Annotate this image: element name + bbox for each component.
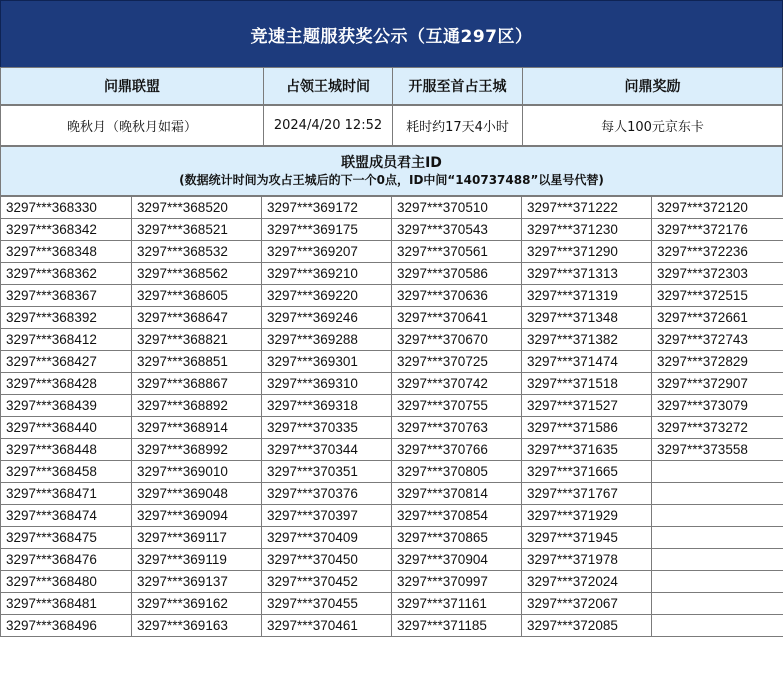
table-row [1,395,783,417]
member-id-cell: 3297***370670 [392,329,522,351]
member-id-cell: 3297***372120 [652,197,783,219]
member-id-cell: 3297***372515 [652,285,783,307]
member-id-cell: 3297***368474 [1,505,132,527]
member-id-cell: 3297***368851 [132,351,262,373]
member-id-cell: 3297***368439 [1,395,132,417]
member-id-cell [652,483,783,505]
member-id-cell: 3297***369175 [262,219,392,241]
members-note: (数据统计时间为攻占王城后的下一个0点，ID中间“140737488”以星号代替) [179,173,604,187]
member-id-cell: 3297***370397 [262,505,392,527]
table-row [1,329,783,351]
members-heading [0,146,783,196]
member-id-cell: 3297***369094 [132,505,262,527]
member-id-cell: 3297***370461 [262,615,392,637]
member-id-cell: 3297***369048 [132,483,262,505]
member-id-cell: 3297***370409 [262,527,392,549]
member-id-cell: 3297***370376 [262,483,392,505]
member-id-cell: 3297***371518 [522,373,652,395]
alliance-value: 晚秋月（晚秋月如霜） [0,105,264,146]
member-id-cell: 3297***373272 [652,417,783,439]
member-id-cell: 3297***372743 [652,329,783,351]
member-id-cell: 3297***368521 [132,219,262,241]
header-reward: 问鼎奖励 [522,67,783,105]
member-id-cell: 3297***370543 [392,219,522,241]
members-title: 联盟成员君主ID [341,155,442,171]
member-id-cell [652,615,783,637]
member-id-cell: 3297***368412 [1,329,132,351]
member-id-cell [652,549,783,571]
member-id-cell: 3297***370997 [392,571,522,593]
member-id-cell: 3297***370865 [392,527,522,549]
member-id-cell: 3297***369119 [132,549,262,571]
member-id-cell: 3297***368481 [1,593,132,615]
member-id-cell: 3297***368605 [132,285,262,307]
member-id-cell: 3297***368367 [1,285,132,307]
member-id-cell: 3297***369010 [132,461,262,483]
member-id-cell: 3297***369172 [262,197,392,219]
member-id-cell: 3297***368362 [1,263,132,285]
table-row [1,285,783,307]
member-id-cell: 3297***373079 [652,395,783,417]
member-id-cell: 3297***372176 [652,219,783,241]
member-id-cell: 3297***370636 [392,285,522,307]
member-id-cell: 3297***369288 [262,329,392,351]
member-id-cell: 3297***369137 [132,571,262,593]
member-id-cell: 3297***368480 [1,571,132,593]
member-id-cell: 3297***370742 [392,373,522,395]
member-id-cell: 3297***372303 [652,263,783,285]
page-title: 竞速主题服获奖公示（互通297区） [0,0,783,68]
member-id-cell: 3297***368475 [1,527,132,549]
member-id-cell: 3297***369310 [262,373,392,395]
member-id-cell: 3297***370805 [392,461,522,483]
member-id-cell: 3297***372661 [652,307,783,329]
member-id-cell: 3297***368992 [132,439,262,461]
member-id-cell: 3297***368471 [1,483,132,505]
member-id-cell: 3297***368532 [132,241,262,263]
member-id-cell: 3297***368647 [132,307,262,329]
member-id-cell: 3297***368914 [132,417,262,439]
member-id-cell: 3297***369163 [132,615,262,637]
member-id-cell: 3297***368342 [1,219,132,241]
member-id-cell [652,505,783,527]
table-row [1,263,783,285]
member-id-cell: 3297***371665 [522,461,652,483]
member-id-cell: 3297***369220 [262,285,392,307]
since-open-value: 耗时约17天4小时 [392,105,523,146]
member-id-cell: 3297***370351 [262,461,392,483]
member-id-cell: 3297***371290 [522,241,652,263]
member-id-cell: 3297***370450 [262,549,392,571]
member-id-cell: 3297***372236 [652,241,783,263]
capture-time-value: 2024/4/20 12:52 [263,105,393,146]
member-id-cell: 3297***371929 [522,505,652,527]
member-id-cell: 3297***371230 [522,219,652,241]
table-row [1,593,783,615]
member-id-cell: 3297***368458 [1,461,132,483]
member-id-cell: 3297***371348 [522,307,652,329]
member-id-cell: 3297***368562 [132,263,262,285]
member-id-cell: 3297***370586 [392,263,522,285]
member-id-cell: 3297***368428 [1,373,132,395]
table-row [1,615,783,637]
member-id-cell: 3297***370814 [392,483,522,505]
member-id-cell: 3297***368427 [1,351,132,373]
member-id-cell: 3297***369210 [262,263,392,285]
member-id-table-body [1,197,783,637]
member-id-cell: 3297***370854 [392,505,522,527]
member-id-cell [652,527,783,549]
member-id-cell: 3297***369318 [262,395,392,417]
member-id-cell: 3297***368440 [1,417,132,439]
member-id-cell: 3297***370455 [262,593,392,615]
member-id-cell: 3297***369162 [132,593,262,615]
table-row [1,527,783,549]
member-id-cell: 3297***368448 [1,439,132,461]
member-id-cell: 3297***369207 [262,241,392,263]
table-row [1,197,783,219]
table-row [1,571,783,593]
member-id-cell [652,571,783,593]
header-capture-time: 占领王城时间 [263,67,393,105]
member-id-cell: 3297***370904 [392,549,522,571]
member-id-cell: 3297***371222 [522,197,652,219]
member-id-cell: 3297***370725 [392,351,522,373]
member-id-cell: 3297***371945 [522,527,652,549]
member-id-cell: 3297***368520 [132,197,262,219]
member-id-cell: 3297***369117 [132,527,262,549]
table-row [1,219,783,241]
member-id-cell: 3297***368392 [1,307,132,329]
member-id-cell: 3297***370641 [392,307,522,329]
member-id-cell: 3297***368330 [1,197,132,219]
table-row [1,505,783,527]
table-row [1,417,783,439]
member-id-cell: 3297***370766 [392,439,522,461]
member-id-cell: 3297***370510 [392,197,522,219]
member-id-cell: 3297***371319 [522,285,652,307]
member-id-cell: 3297***370755 [392,395,522,417]
member-id-cell: 3297***371161 [392,593,522,615]
member-id-cell: 3297***371474 [522,351,652,373]
member-id-cell: 3297***370344 [262,439,392,461]
table-row [1,351,783,373]
member-id-cell: 3297***371313 [522,263,652,285]
member-id-cell: 3297***370763 [392,417,522,439]
member-id-cell: 3297***373558 [652,439,783,461]
member-id-cell: 3297***370452 [262,571,392,593]
member-id-cell: 3297***368867 [132,373,262,395]
header-since-open: 开服至首占王城 [392,67,523,105]
header-alliance: 问鼎联盟 [0,67,264,105]
member-id-cell: 3297***368892 [132,395,262,417]
member-id-cell: 3297***368348 [1,241,132,263]
member-id-cell: 3297***369246 [262,307,392,329]
member-id-cell: 3297***369301 [262,351,392,373]
member-id-cell: 3297***371382 [522,329,652,351]
reward-value: 每人100元京东卡 [522,105,783,146]
member-id-cell: 3297***371767 [522,483,652,505]
member-id-cell: 3297***371978 [522,549,652,571]
member-id-cell: 3297***372085 [522,615,652,637]
table-row [1,483,783,505]
member-id-cell: 3297***372907 [652,373,783,395]
member-id-cell: 3297***371586 [522,417,652,439]
table-row [1,307,783,329]
member-id-table [0,196,783,637]
member-id-cell: 3297***371635 [522,439,652,461]
member-id-cell: 3297***368476 [1,549,132,571]
member-id-cell: 3297***370561 [392,241,522,263]
member-id-cell: 3297***370335 [262,417,392,439]
table-row [1,439,783,461]
table-row [1,373,783,395]
member-id-cell: 3297***368821 [132,329,262,351]
table-row [1,549,783,571]
member-id-cell: 3297***371527 [522,395,652,417]
table-row [1,461,783,483]
member-id-cell [652,593,783,615]
member-id-cell: 3297***372067 [522,593,652,615]
member-id-cell: 3297***368496 [1,615,132,637]
table-row [1,241,783,263]
member-id-cell: 3297***371185 [392,615,522,637]
member-id-cell: 3297***372829 [652,351,783,373]
member-id-cell [652,461,783,483]
member-id-cell: 3297***372024 [522,571,652,593]
